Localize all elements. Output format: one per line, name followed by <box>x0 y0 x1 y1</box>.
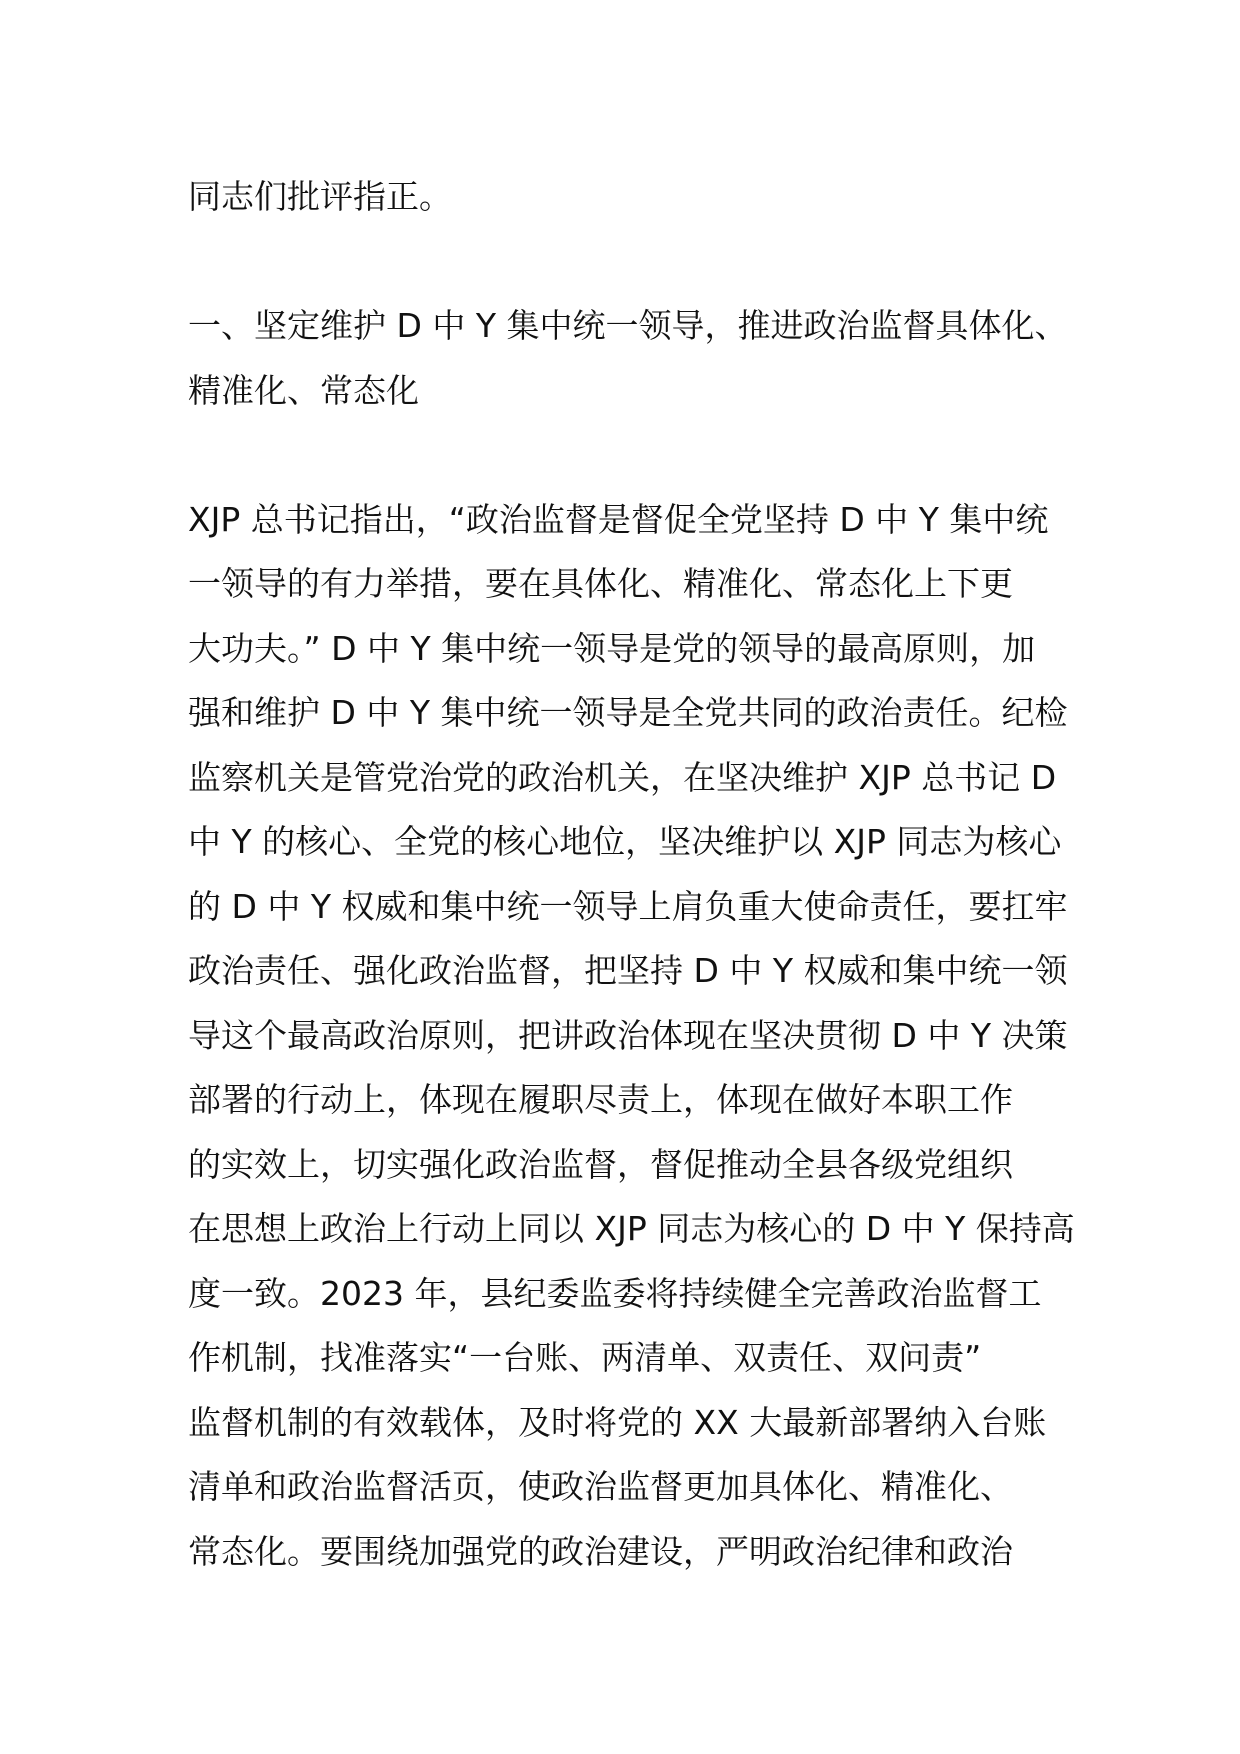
paragraph-line: 度一致。2023 年，县纪委监委将持续健全完善政治监督工 <box>188 1273 1042 1313</box>
paragraph-line: 大功夫。” D 中 Y 集中统一领导是党的领导的最高原则，加 <box>188 628 1036 668</box>
paragraph-line: 一领导的有力举措，要在具体化、精准化、常态化上下更 <box>188 564 1013 603</box>
paragraph-spacer <box>188 230 1068 295</box>
section-heading-line: 精准化、常态化 <box>188 370 419 410</box>
paragraph-line: 清单和政治监督活页，使政治监督更加具体化、精准化、 <box>188 1467 1013 1506</box>
section-heading-line: 一、坚定维护 D 中 Y 集中统一领导，推进政治监督具体化、 <box>188 306 1068 345</box>
paragraph-line: 监督机制的有效载体，及时将党的 XX 大最新部署纳入台账 <box>188 1402 1047 1442</box>
paragraph-line: 作机制，找准落实“一台账、两清单、双责任、双问责” <box>188 1338 982 1377</box>
paragraph-line: 的实效上，切实强化政治监督，督促推动全县各级党组织 <box>188 1144 1013 1184</box>
paragraph-line: 部署的行动上，体现在履职尽责上，体现在做好本职工作 <box>188 1080 1013 1119</box>
paragraph-line: 政治责任、强化政治监督，把坚持 D 中 Y 权威和集中统一领 <box>188 951 1068 990</box>
paragraph-line: 常态化。要围绕加强党的政治建设，严明政治纪律和政治 <box>188 1531 1013 1571</box>
paragraph-line: XJP 总书记指出，“政治监督是督促全党坚持 D 中 Y 集中统 <box>188 499 1049 539</box>
paragraph-line: 的 D 中 Y 权威和集中统一领导上肩负重大使命责任，要扛牢 <box>188 886 1068 926</box>
intro-line: 同志们批评指正。 <box>188 177 452 216</box>
document-body <box>188 165 1075 1584</box>
paragraph-line: 在思想上政治上行动上同以 XJP 同志为核心的 D 中 Y 保持高 <box>188 1209 1075 1248</box>
paragraph-line: 中 Y 的核心、全党的核心地位，坚决维护以 XJP 同志为核心 <box>188 822 1062 861</box>
paragraph-line: 强和维护 D 中 Y 集中统一领导是全党共同的政治责任。纪检 <box>188 693 1068 732</box>
paragraph-line: 导这个最高政治原则，把讲政治体现在坚决贯彻 D 中 Y 决策 <box>188 1015 1068 1055</box>
paragraph-spacer <box>188 423 1068 488</box>
paragraph-line: 监察机关是管党治党的政治机关，在坚决维护 XJP 总书记 D <box>188 757 1057 797</box>
